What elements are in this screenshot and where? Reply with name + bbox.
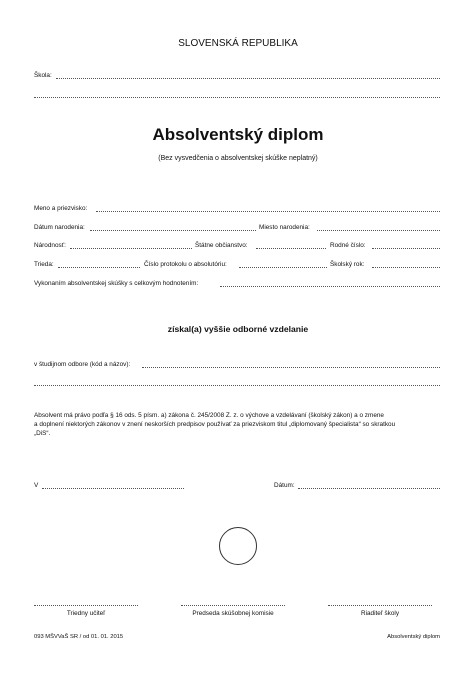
study-field-input[interactable] [142, 367, 440, 368]
name-field[interactable] [96, 211, 440, 212]
document-subtitle: (Bez vysvedčenia o absolventskej skúške neplatný) [158, 155, 318, 162]
footer-document-name: Absolventský diplom [387, 634, 440, 640]
date-label: Dátum: [274, 482, 295, 489]
title-statement-line-2: a doplnení niektorých zákonov v znení neskorších predpisov používať za priezviskom titul „diplomovaný špecialista“ so skratkou [34, 421, 396, 428]
date-field[interactable] [298, 488, 440, 489]
study-field-label: v študijnom odbore (kód a názov): [34, 361, 131, 368]
degree-statement: získal(a) vyššie odborné vzdelanie [167, 324, 309, 334]
country-heading: SLOVENSKÁ REPUBLIKA [178, 38, 298, 49]
name-row [34, 205, 440, 215]
nationality-label: Národnosť: [34, 242, 66, 249]
signature-line-director[interactable] [328, 605, 432, 606]
study-field-row-2 [34, 379, 440, 389]
protocol-label: Číslo protokolu o absolutóriu: [144, 261, 227, 268]
place-date-row [34, 482, 440, 492]
citizenship-label: Štátne občianstvo: [195, 242, 248, 249]
seal-placeholder [219, 527, 257, 565]
name-label: Meno a priezvisko: [34, 205, 88, 212]
birth-date-label: Dátum narodenia: [34, 224, 85, 231]
signature-label-committee: Predseda skúšobnej komisie [192, 610, 274, 617]
class-label: Trieda: [34, 261, 54, 268]
place-label: V [34, 482, 39, 489]
birth-place-field[interactable] [317, 230, 440, 231]
school-year-field[interactable] [372, 267, 440, 268]
title-statement-line-1: Absolvent má právo podľa § 16 ods. 5 písm. a) zákona č. 245/2008 Z. z. o výchove a vzdelávaní (školský zákon) a o zmene [34, 412, 384, 419]
birth-date-field[interactable] [90, 230, 256, 231]
birth-number-label: Rodné číslo: [330, 242, 366, 249]
birth-row [34, 224, 440, 234]
study-field-row [34, 361, 440, 371]
evaluation-field[interactable] [220, 286, 440, 287]
document-title: Absolventský diplom [152, 125, 324, 144]
school-field[interactable] [56, 78, 440, 79]
school-row-2 [34, 91, 440, 101]
evaluation-row [34, 280, 440, 290]
birth-number-field[interactable] [372, 248, 440, 249]
signature-label-teacher: Triedny učiteľ [66, 610, 106, 617]
school-year-label: Školský rok: [330, 261, 365, 268]
signature-line-committee[interactable] [181, 605, 285, 606]
form-code: 093 MŠVVaŠ SR / od 01. 01. 2015 [34, 634, 124, 640]
study-field-input-continued[interactable] [34, 385, 440, 386]
school-label: Škola: [34, 72, 52, 79]
evaluation-label: Vykonaním absolventskej skúšky s celkovým hodnotením: [34, 280, 199, 287]
protocol-field[interactable] [239, 267, 327, 268]
nationality-row [34, 242, 440, 252]
title-statement-line-3: „DiS“. [34, 430, 51, 437]
school-row [34, 72, 440, 82]
signature-label-director: Riaditeľ školy [360, 610, 400, 617]
class-field[interactable] [58, 267, 140, 268]
class-row [34, 261, 440, 271]
citizenship-field[interactable] [256, 248, 326, 249]
school-field-continued[interactable] [34, 97, 440, 98]
birth-place-label: Miesto narodenia: [259, 224, 310, 231]
signature-line-teacher[interactable] [34, 605, 138, 606]
place-field[interactable] [42, 488, 184, 489]
nationality-field[interactable] [70, 248, 192, 249]
